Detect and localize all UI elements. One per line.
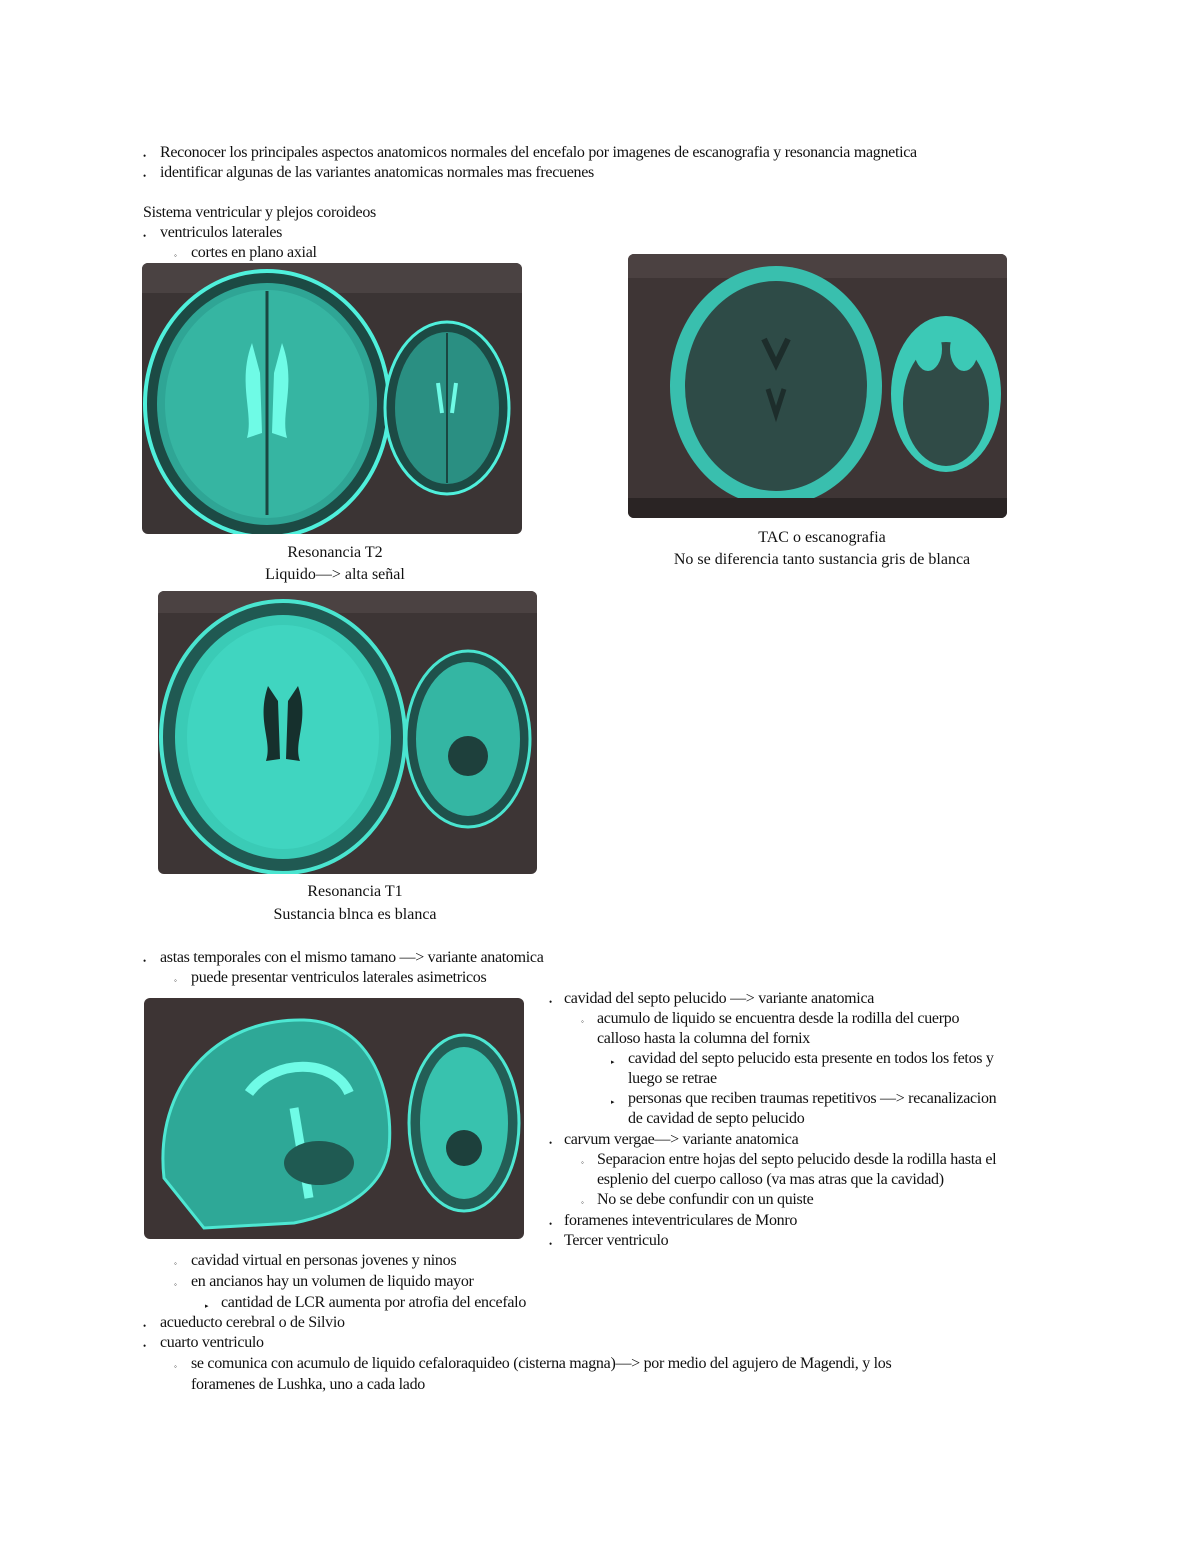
list-item: ventriculos laterales: [160, 224, 283, 241]
list-item: foramenes inteventriculares de Monro: [564, 1212, 798, 1229]
list-item: cavidad del septo pelucido —> variante anatomica: [564, 990, 875, 1007]
list-item: Separacion entre hojas del septo pelucido desde la rodilla hasta el: [597, 1151, 997, 1168]
bullet-icon: •: [549, 1239, 553, 1249]
caption-t1-title: Resonancia T1: [307, 883, 403, 900]
sub-bullet-icon: ◦: [174, 1280, 177, 1289]
sub-bullet-icon: ◦: [581, 1017, 584, 1026]
sub-sub-bullet-icon: ▸: [611, 1098, 615, 1106]
objective-1: Reconocer los principales aspectos anatomicos normales del encefalo por imagenes de escanografia y resonancia magnetica: [160, 144, 917, 161]
bullet-icon: •: [549, 1138, 553, 1148]
list-item-continuation: de cavidad de septo pelucido: [628, 1110, 805, 1127]
sub-sub-bullet-icon: ▸: [205, 1302, 209, 1310]
list-item: puede presentar ventriculos laterales asimetricos: [191, 969, 487, 986]
list-item: acueducto cerebral o de Silvio: [160, 1314, 345, 1331]
list-item: acumulo de liquido se encuentra desde la rodilla del cuerpo: [597, 1010, 960, 1027]
sub-sub-bullet-icon: ▸: [611, 1058, 615, 1066]
list-item: en ancianos hay un volumen de liquido mayor: [191, 1273, 474, 1290]
sub-bullet-icon: ◦: [174, 976, 177, 985]
bullet-icon: •: [549, 997, 553, 1007]
caption-tac-note: No se diferencia tanto sustancia gris de blanca: [673, 551, 971, 568]
ct-axial-image: [628, 254, 1007, 518]
mri-sagittal-image: [144, 998, 524, 1239]
bullet-icon: •: [549, 1219, 553, 1229]
list-item-continuation: luego se retrae: [628, 1070, 717, 1087]
list-item: Tercer ventriculo: [564, 1232, 669, 1249]
list-item: cuarto ventriculo: [160, 1334, 264, 1351]
sub-bullet-icon: ◦: [581, 1198, 584, 1207]
sub-bullet-icon: ◦: [174, 1362, 177, 1371]
list-item: cavidad del septo pelucido esta presente en todos los fetos y: [628, 1050, 994, 1067]
bullet-icon: •: [143, 151, 147, 161]
list-item: se comunica con acumulo de liquido cefaloraquideo (cisterna magna)—> por medio del agujero de Magendi, y los: [191, 1355, 892, 1372]
caption-t1-note: Sustancia blnca es blanca: [273, 906, 437, 923]
section-title: Sistema ventricular y plejos coroideos: [143, 204, 376, 221]
sub-bullet-icon: ◦: [174, 251, 177, 260]
bullet-icon: •: [143, 956, 147, 966]
sub-bullet-icon: ◦: [581, 1158, 584, 1167]
list-item-continuation: calloso hasta la columna del fornix: [597, 1030, 810, 1047]
bullet-icon: •: [143, 171, 147, 181]
bullet-icon: •: [143, 1341, 147, 1351]
mri-t2-axial-image: [142, 263, 522, 534]
mri-t1-axial-image: [158, 591, 537, 874]
list-item: cortes en plano axial: [191, 244, 317, 261]
bullet-icon: •: [143, 231, 147, 241]
list-item: cavidad virtual en personas jovenes y ninos: [191, 1252, 457, 1269]
caption-tac-title: TAC o escanografia: [758, 529, 886, 546]
objective-2: identificar algunas de las variantes anatomicas normales mas frecuenes: [160, 164, 594, 181]
bullet-icon: •: [143, 1321, 147, 1331]
sub-bullet-icon: ◦: [174, 1259, 177, 1268]
list-item: cantidad de LCR aumenta por atrofia del encefalo: [221, 1294, 527, 1311]
caption-t2-note: Liquido—> alta señal: [265, 566, 405, 583]
list-item: No se debe confundir con un quiste: [597, 1191, 814, 1208]
list-item: astas temporales con el mismo tamano —> variante anatomica: [160, 949, 544, 966]
list-item: carvum vergae—> variante anatomica: [564, 1131, 799, 1148]
caption-t2-title: Resonancia T2: [287, 544, 383, 561]
list-item-continuation: foramenes de Lushka, uno a cada lado: [191, 1376, 425, 1393]
list-item-continuation: esplenio del cuerpo calloso (va mas atras que la cavidad): [597, 1171, 944, 1188]
list-item: personas que reciben traumas repetitivos —> recanalizacion: [628, 1090, 997, 1107]
